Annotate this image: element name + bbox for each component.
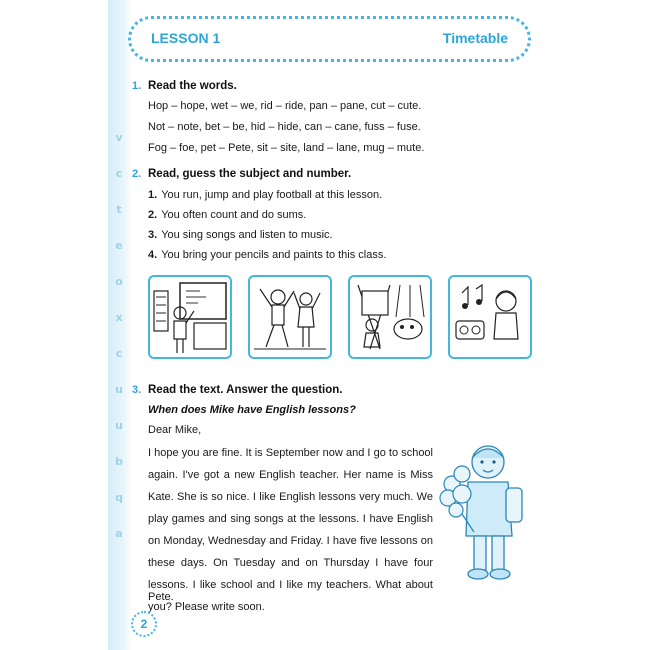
item-number: 2.	[148, 209, 158, 221]
item-text: You sing songs and listen to music.	[161, 229, 333, 241]
children-exercising-picture	[248, 275, 332, 359]
list-item	[148, 189, 382, 201]
exercise-3-question: When does Mike have English lessons?	[148, 404, 356, 416]
boy-with-music-player-picture	[448, 275, 532, 359]
item-text: You often count and do sums.	[161, 209, 307, 221]
exercise-3-number: 3.	[132, 384, 142, 396]
lesson-topic: Timetable	[442, 30, 508, 46]
letter-signature: Pete.	[148, 591, 174, 603]
word-line: Not – note, bet – be, hid – hide, can – cane, fuss – fuse.	[148, 121, 421, 133]
exercise-3-title: Read the text. Answer the question.	[148, 384, 343, 396]
exercise-2-title: Read, guess the subject and number.	[148, 168, 352, 180]
list-item	[148, 209, 306, 221]
boy-with-flowers-illustration	[438, 440, 528, 582]
item-text: You run, jump and play football at this lesson.	[161, 189, 383, 201]
margin-decoration: v c t e o x c u u b q a	[115, 131, 123, 540]
exercise-2-number: 2.	[132, 168, 142, 180]
page-number: 2	[131, 611, 157, 637]
letter-paragraph: I hope you are fine. It is September now and I go to school again. I've got a new English teacher. Her name is Miss Kate. She is so nice. I like English lessons very much. We play games and sing songs at the lessons. I have English on Monday, Wednesday and Friday. I have five lessons on these days. On Tuesday and on Thursday I have four lessons. I like school and I like my teachers. What about you? Please write soon.	[148, 447, 433, 613]
lesson-number: LESSON 1	[151, 30, 221, 46]
item-number: 3.	[148, 229, 158, 241]
word-line: Hop – hope, wet – we, rid – ride, pan – pane, cut – cute.	[148, 100, 422, 112]
boy-at-blackboard-picture	[148, 275, 232, 359]
list-item	[148, 229, 333, 241]
lesson-header	[128, 16, 531, 62]
letter-greeting: Dear Mike,	[148, 424, 202, 436]
exercise-1-number: 1.	[132, 80, 142, 92]
word-line: Fog – foe, pet – Pete, sit – site, land – lane, mug – mute.	[148, 142, 425, 154]
item-number: 4.	[148, 249, 158, 261]
item-text: You bring your pencils and paints to this class.	[161, 249, 387, 261]
girl-painting-picture	[348, 275, 432, 359]
item-number: 1.	[148, 189, 158, 201]
list-item	[148, 249, 386, 261]
exercise-1-title: Read the words.	[148, 80, 237, 92]
letter-body	[148, 442, 433, 618]
